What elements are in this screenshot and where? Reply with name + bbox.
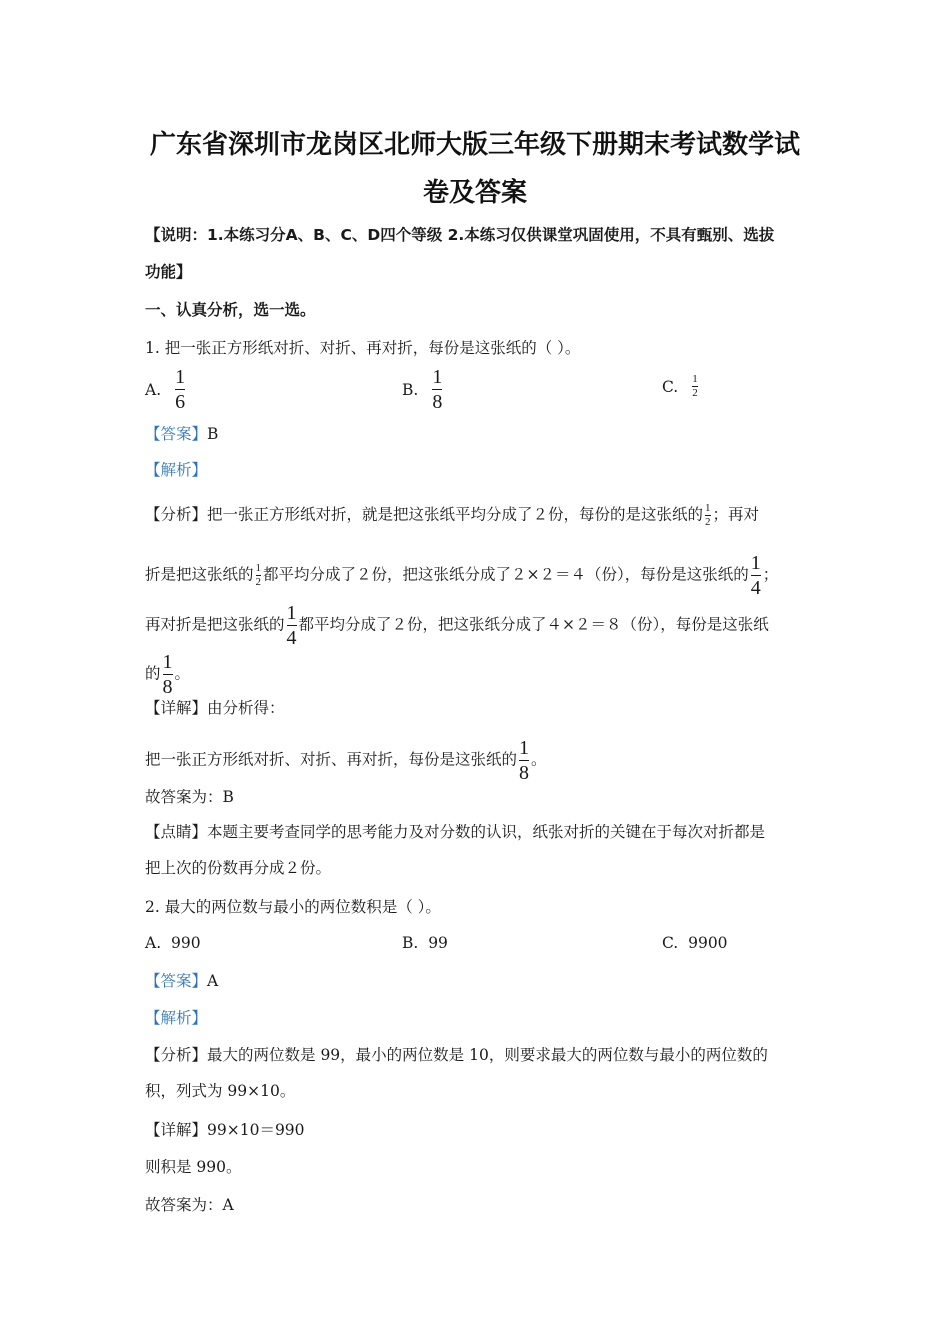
q1-option-b-label: B.	[402, 380, 419, 399]
q2-option-a-value: 990	[170, 934, 201, 952]
fraction-one-half: $\frac{1}{2}$	[255, 562, 262, 588]
q1-dianjing-line-2: 把上次的份数再分成２份。	[145, 859, 332, 877]
document-title-line-2: 卷及答案	[422, 178, 527, 208]
q2-fenxi-tag: 【分析】	[145, 1046, 208, 1064]
q2-stem: 2. 最大的两位数与最小的两位数积是（ ）。	[145, 898, 441, 916]
note-line-1: 【说明：1.本练习分A、B、C、D四个等级 2.本练习仅供课堂巩固使用，不具有甄别、选拔	[145, 226, 775, 244]
document-title-line-1: 广东省深圳市龙岗区北师大版三年级下册期末考试数学试	[149, 130, 800, 160]
q1-fenxi-tag: 【分析】	[145, 505, 208, 524]
q2-option-a-label: A.	[145, 934, 162, 952]
q2-option-c	[662, 934, 728, 952]
q1-final-answer: 故答案为：B	[145, 788, 234, 806]
q1-fenxi-line-4: 的 $\frac{1}{8}$ 。	[145, 651, 191, 698]
fraction-one-quarter: $\frac{1}{4}$	[286, 602, 297, 649]
q1-option-a	[145, 367, 187, 412]
q1-option-c-fraction: $\frac{1}{2}$	[692, 373, 698, 399]
q2-fenxi-line-2: 积，列式为 99×10。	[145, 1082, 296, 1100]
q1-option-c-label: C.	[662, 377, 679, 396]
q1-stem: 1. 把一张正方形纸对折、对折、再对折，每份是这张纸的（ ）。	[145, 339, 581, 357]
q2-option-c-value: 9900	[688, 934, 728, 952]
note-line-2: 功能】	[145, 263, 192, 281]
q2-option-b-label: B.	[402, 934, 419, 952]
q2-analysis-tag: 【解析】	[145, 1009, 208, 1027]
q2-option-b-value: 99	[428, 934, 448, 952]
q1-analysis-tag: 【解析】	[145, 461, 208, 479]
q2-option-c-label: C.	[662, 934, 679, 952]
fraction-one-quarter: $\frac{1}{4}$	[750, 552, 761, 599]
q1-answer-tag: 【答案】	[145, 425, 208, 443]
q2-answer	[145, 971, 218, 991]
q1-fenxi-line-1: 【分析】把一张正方形纸对折，就是把这张纸平均分成了２份，每份的是这张纸的 $\frac{1}{2}$ ；再对	[145, 502, 760, 528]
q2-final-answer: 故答案为：A	[145, 1196, 234, 1214]
fraction-one-half: $\frac{1}{2}$	[705, 502, 711, 528]
section-heading: 一、认真分析，选一选。	[145, 301, 316, 319]
q1-option-c	[662, 374, 700, 399]
q1-option-b-fraction: $\frac{1}{8}$	[432, 366, 443, 413]
q2-option-b	[402, 934, 448, 952]
q1-xiangjie-tag: 【详解】	[145, 699, 208, 717]
q1-option-a-fraction: $\frac{1}{6}$	[175, 366, 186, 413]
q2-fenxi-line-1: 【分析】最大的两位数是 99，最小的两位数是 10，则要求最大的两位数与最小的两位数的	[145, 1046, 768, 1064]
q1-fenxi-line-3: 再对折是把这张纸的 $\frac{1}{4}$ 都平均分成了２份，把这张纸分成了４×２＝８（份），每份是这张纸	[145, 602, 769, 649]
q1-answer-value: B	[207, 425, 219, 443]
q1-fenxi-line-2: 折是把这张纸的 $\frac{1}{2}$ 都平均分成了２份，把这张纸分成了２×２＝４（份），每份是这张纸的 $\frac{1}{4}$ ；	[145, 552, 779, 599]
q1-xiangjie: 【详解】由分析得：	[145, 699, 285, 717]
fraction-one-eighth: $\frac{1}{8}$	[519, 737, 530, 784]
q2-result: 则积是 990。	[145, 1158, 242, 1176]
q2-xiangjie: 【详解】99×10＝990	[145, 1121, 305, 1139]
q1-dianjing-tag: 【点睛】	[145, 823, 208, 841]
q1-conclusion: 把一张正方形纸对折、对折、再对折，每份是这张纸的 $\frac{1}{8}$ 。	[145, 737, 547, 784]
q2-option-a	[145, 934, 201, 952]
q1-answer	[145, 424, 218, 444]
q1-option-b	[402, 367, 444, 412]
q1-dianjing-line-1: 【点睛】本题主要考查同学的思考能力及对分数的认识，纸张对折的关键在于每次对折都是	[145, 823, 766, 841]
q2-answer-tag: 【答案】	[145, 972, 208, 990]
q2-xiangjie-tag: 【详解】	[145, 1121, 208, 1139]
q1-option-a-label: A.	[145, 380, 162, 399]
q2-answer-value: A	[207, 972, 219, 990]
fraction-one-eighth: $\frac{1}{8}$	[162, 651, 173, 698]
